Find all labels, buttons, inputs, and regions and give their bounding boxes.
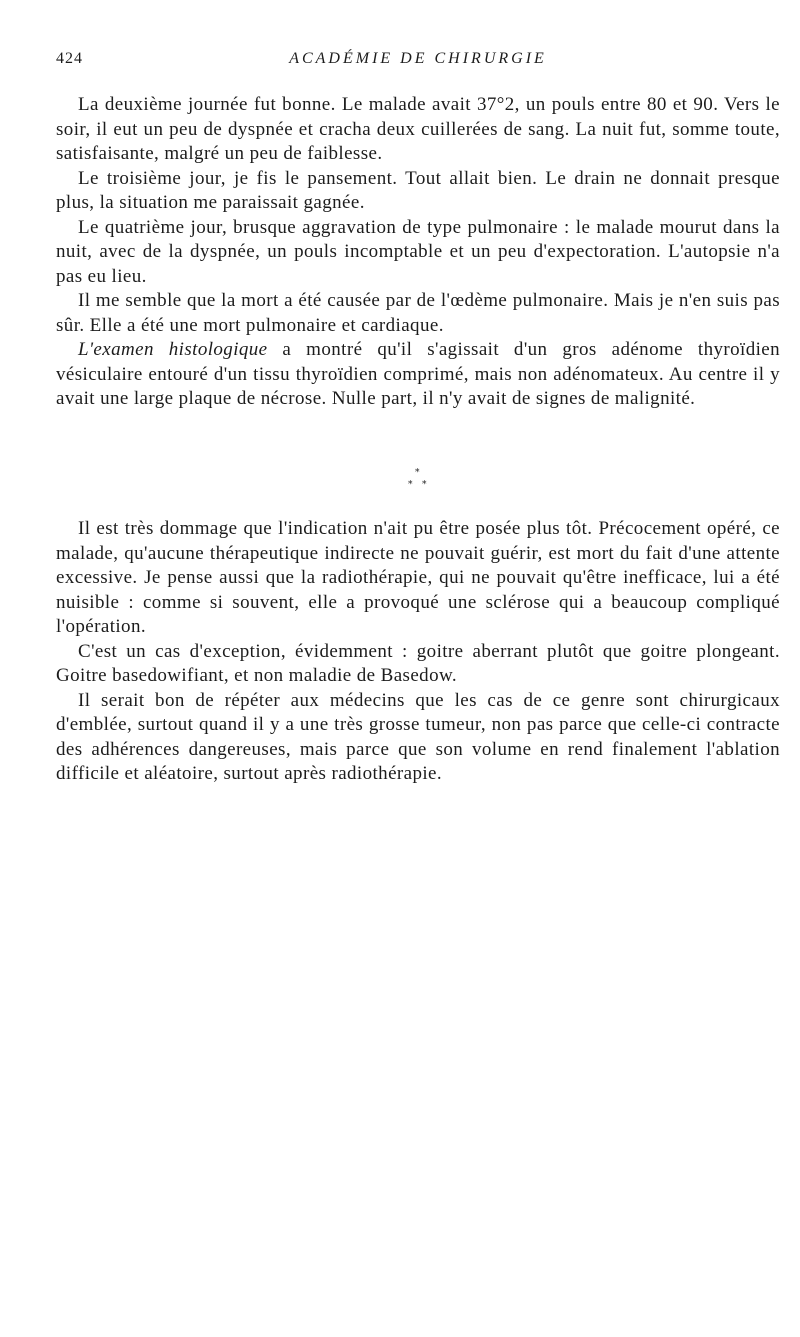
body-section-1 <box>56 93 780 412</box>
running-head <box>56 50 780 72</box>
paragraph: Il serait bon de répéter aux médecins que les cas de ce genre sont chirurgicaux d'emblée, surtout quand il y a une très grosse tumeur, non pas parce que celle-ci contracte des adhérences dangereuses, mais parce que son volume en rend finalement l'ablation difficile et aléatoire, surtout après radiothérapie. <box>56 689 780 784</box>
page-number: 424 <box>56 50 83 67</box>
paragraph: La deuxième journée fut bonne. Le malade avait 37°2, un pouls entre 80 et 90. Vers le soir, il eut un peu de dyspnée et cracha deux cuillerées de sang. La nuit fut, somme toute, satisfaisante, malgré un peu de faiblesse. <box>56 94 780 164</box>
italic-phrase: L'examen histologique <box>78 339 268 360</box>
paragraph: Le troisième jour, je fis le pansement. Tout allait bien. Le drain ne donnait presque plus, la situation me paraissait gagnée. <box>56 167 780 213</box>
running-title: ACADÉMIE DE CHIRURGIE <box>289 50 547 67</box>
paragraph: Il est très dommage que l'indication n'ait pu être posée plus tôt. Précocement opéré, ce malade, qu'aucune thérapeutique indirecte ne pouvait guérir, est mort du fait d'une attente excessive. Je pense aussi que la radiothérapie, qui ne pouvait qu'être inefficace, lui a été nuisible : comme si souvent, elle a provoqué une sclérose qui a beaucoup compliqué l'opération. <box>56 518 780 637</box>
asterism <box>403 465 433 493</box>
section-break <box>56 465 780 495</box>
paragraph: Il me semble que la mort a été causée par de l'œdème pulmonaire. Mais je n'en suis pas sûr. Elle a été une mort pulmonaire et cardiaque. <box>56 290 780 336</box>
paragraph <box>56 338 780 412</box>
asterism-star: * <box>408 480 413 490</box>
asterism-star: * <box>422 480 427 490</box>
paragraph-rest: a montré qu'il s'agissait d'un gros adénome thyroïdien vésiculaire entouré d'un tissu thyroïdien comprimé, mais non adénomateux. Au centre il y avait une large plaque de nécrose. Nulle part, il n'y avait de signes de malignité. <box>56 339 780 409</box>
body-section-2 <box>56 517 780 787</box>
asterism-star: * <box>415 468 420 478</box>
paragraph: C'est un cas d'exception, évidemment : goitre aberrant plutôt que goitre plongeant. Goitre basedowifiant, et non maladie de Basedow. <box>56 640 780 686</box>
paragraph: Le quatrième jour, brusque aggravation de type pulmonaire : le malade mourut dans la nuit, avec de la dyspnée, un pouls incomptable et un peu d'expectoration. L'autopsie n'a pas eu lieu. <box>56 216 780 287</box>
